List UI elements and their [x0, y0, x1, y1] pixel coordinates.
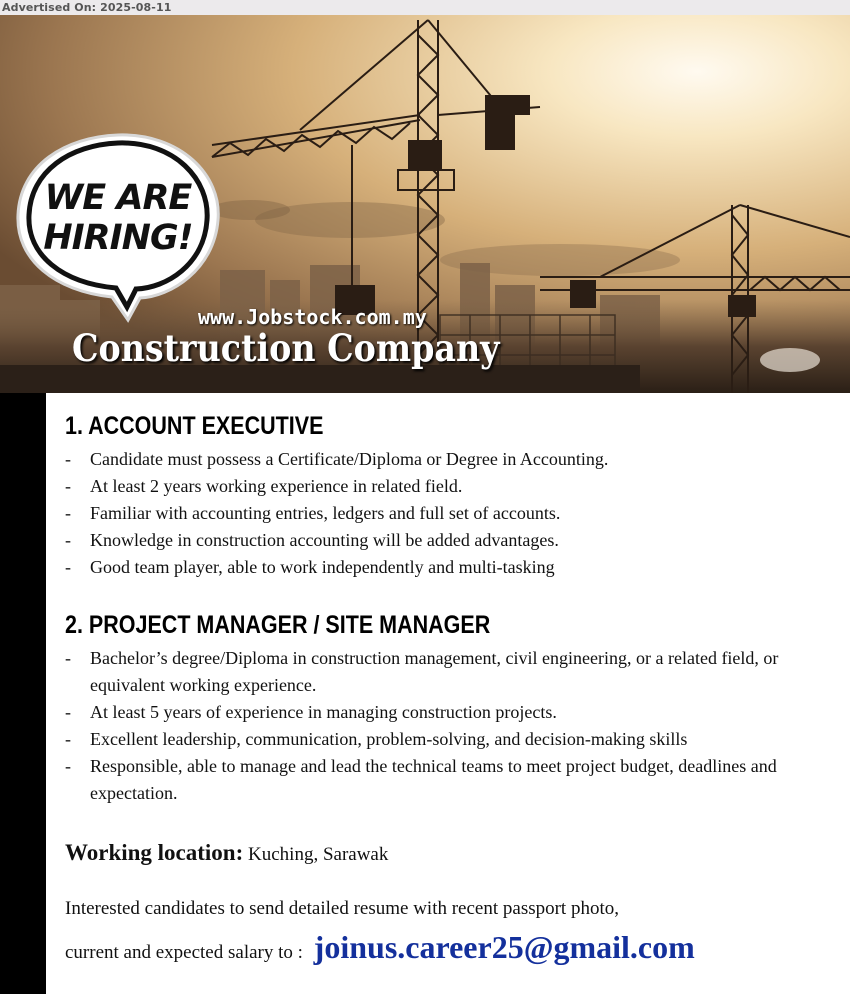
requirement-text: Candidate must possess a Certificate/Diploma or Degree in Accounting. [90, 449, 609, 469]
requirement-text: Knowledge in construction accounting will be added advantages. [90, 530, 559, 550]
requirement-text: Excellent leadership, communication, problem-solving, and decision-making skills [90, 729, 688, 749]
company-name: Construction Company [72, 326, 500, 370]
bullet-dash: - [65, 503, 71, 523]
bullet-dash: - [65, 756, 71, 776]
bullet-dash: - [65, 648, 71, 668]
website-url: www.Jobstock.com.my [198, 305, 427, 329]
working-location [65, 840, 388, 866]
contact-email[interactable]: joinus.career25@gmail.com [313, 929, 695, 965]
requirement-item [65, 446, 835, 473]
requirement-item [65, 473, 835, 500]
bullet-dash: - [65, 530, 71, 550]
requirement-item [65, 726, 835, 753]
bullet-dash: - [65, 449, 71, 469]
left-accent-bar [0, 393, 46, 994]
bullet-dash: - [65, 729, 71, 749]
hiring-badge-line1: WE ARE [44, 178, 192, 218]
bullet-dash: - [65, 702, 71, 722]
requirement-item [65, 500, 835, 527]
location-value: Kuching, Sarawak [248, 844, 389, 865]
requirement-text: Responsible, able to manage and lead the technical teams to meet project budget, deadlines and expectation. [90, 756, 777, 803]
requirement-text: At least 2 years working experience in related field. [90, 476, 463, 496]
requirement-item [65, 527, 835, 554]
requirement-text: Good team player, able to work independently and multi-tasking [90, 557, 555, 577]
hiring-badge [18, 178, 218, 258]
bullet-dash: - [65, 557, 71, 577]
contact-instruction: current and expected salary to : [65, 942, 303, 963]
requirement-text: At least 5 years of experience in managing construction projects. [90, 702, 557, 722]
hiring-badge-line2: HIRING! [43, 218, 193, 258]
requirement-item [65, 699, 835, 726]
bullet-dash: - [65, 476, 71, 496]
location-label: Working location: [65, 840, 244, 865]
requirement-item [65, 753, 835, 807]
job-title-account-executive: 1. ACCOUNT EXECUTIVE [65, 412, 324, 440]
hero-image [0, 15, 850, 393]
requirement-text: Familiar with accounting entries, ledgers and full set of accounts. [90, 503, 561, 523]
advertised-date: Advertised On: 2025-08-11 [2, 1, 172, 14]
advertised-banner [0, 0, 850, 15]
job-title-project-manager: 2. PROJECT MANAGER / SITE MANAGER [65, 611, 491, 639]
contact-line-2 [65, 929, 695, 966]
contact-line-1: Interested candidates to send detailed resume with recent passport photo, [65, 898, 619, 919]
requirement-item [65, 554, 835, 581]
requirement-text: Bachelor’s degree/Diploma in construction management, civil engineering, or a related field, or equivalent working experience. [90, 648, 779, 695]
requirement-item [65, 645, 835, 699]
